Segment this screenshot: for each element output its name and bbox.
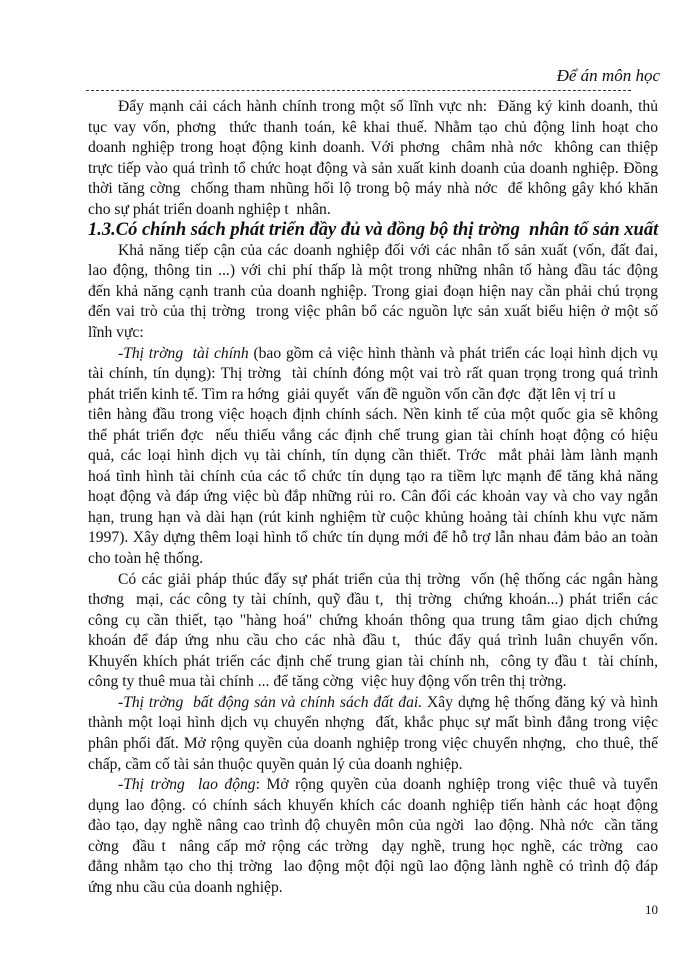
text-line	[88, 672, 658, 693]
text-line	[88, 755, 658, 776]
text-line	[88, 118, 658, 139]
text-line	[88, 549, 658, 570]
text-line	[88, 487, 658, 508]
line-text: doanh nghiệp trong hoạt động kinh doanh. Với phơng châm nhà nớc không can thiệp	[88, 139, 658, 157]
paragraph	[88, 344, 658, 570]
line-text: hoạt động và đáp ứng việc bù đắp những rủi ro. Cân đối các khoản vay và cho vay ngắn	[88, 488, 658, 506]
line-text: Đẩy mạnh cải cách hành chính trong một số lĩnh vực nh: Đăng ký kinh doanh, thủ	[118, 98, 658, 115]
line-text: phát triển kinh tế. Tìm ra hớng giải quyết vấn đề nguồn vốn cần đợc đặt lên vị trí u	[88, 385, 616, 403]
line-text: (bao gồm cả việc hình thành và phát triển các loại hình dịch vụ	[248, 344, 658, 362]
text-line	[88, 344, 658, 365]
text-line	[88, 220, 658, 241]
line-text: cho toàn hệ thống.	[88, 550, 204, 568]
text-line	[88, 528, 658, 549]
text-line	[88, 713, 658, 734]
line-text: đến vai trò của thị trờng trong việc phân bổ các nguồn lực sản xuất biểu hiện ở một số	[88, 303, 658, 321]
text-line	[88, 97, 658, 118]
text-line	[88, 282, 658, 303]
paragraph	[88, 570, 658, 693]
line-text: công ty thuê mua tài chính ... để tăng cờng việc huy động vốn trên thị trờng.	[88, 673, 567, 691]
line-text: Khả năng tiếp cận của các doanh nghiệp đối với các nhân tố sản xuất (vốn, đất đai,	[118, 241, 658, 259]
document-body	[88, 97, 658, 898]
text-line	[88, 796, 658, 817]
page-number: 10	[645, 902, 658, 917]
text-line	[88, 590, 658, 611]
text-line	[88, 364, 658, 385]
line-text: thể phát triển đợc nếu thiếu vắng các định chế trung gian tài chính hoạt động có hiệu	[88, 426, 658, 444]
paragraph	[88, 241, 658, 344]
text-line	[88, 611, 658, 632]
text-line	[88, 816, 658, 837]
line-text: phân phối đất. Mở rộng quyền của doanh nghiệp trong việc chuyển nhợng, cho thuê, thế	[88, 734, 658, 752]
paragraph	[88, 97, 658, 220]
line-text: ứng nhu cầu của doanh nghiệp.	[88, 878, 283, 896]
line-text: đến khả năng cạnh tranh của doanh nghiệp. Trong giai đoạn hiện nay cần phải chú trọng	[88, 282, 658, 300]
text-line	[88, 467, 658, 488]
line-text: tục vay vốn, phơng thức thanh toán, kê khai thuế. Nhằm tạo chủ động linh hoạt cho	[88, 118, 658, 136]
text-line	[88, 426, 658, 447]
italic-lead: -Thị trờng bất động sản và chính sách đất đai.	[118, 693, 423, 711]
line-text: tài chính, tín dụng): Thị trờng tài chính đóng một vai trò rất quan trọng trong quá trình	[88, 365, 658, 383]
text-line	[88, 570, 658, 591]
line-text: : Mở rộng quyền của doanh nghiệp trong việc thuê và tuyển	[255, 776, 658, 794]
line-text: công cụ cần thiết, tạo "hàng hoá" chứng khoán thông qua trung tâm giao dịch chứng	[88, 611, 658, 629]
line-text: đào tạo, dạy nghề nâng cao trình độ chuyên môn của ngời lao động. Nhà nớc cần tăng	[88, 817, 658, 835]
line-text: tiên hàng đầu trong việc hoạch định chính sách. Nền kinh tế của một quốc gia sẽ không	[88, 406, 658, 424]
line-text: hoá tình hình tài chính của các tổ chức tín dụng tạo ra tiềm lực mạnh để tăng khả năng	[88, 467, 658, 485]
line-text: thời tăng cờng chống tham nhũng hối lộ trong bộ máy nhà nớc để không gây khó khăn	[88, 180, 658, 198]
line-text: cho sự phát triển doanh nghiệp t nhân.	[88, 200, 331, 218]
line-text: thơng mại, các công ty tài chính, quỹ đầu t, thị trờng chứng khoán...) phát triển các	[88, 591, 658, 609]
line-text: thành một loại hình dịch vụ chuyển nhợng đất, khắc phục sự mất bình đẳng trong việc	[88, 714, 658, 732]
line-text: chấp, cầm cố tài sản thuộc quyền quản lý của doanh nghiệp.	[88, 755, 463, 773]
line-text: hạn, trung hạn và dài hạn (rút kinh nghiệm từ cuộc khủng hoảng tài chính khu vực năm	[88, 508, 658, 526]
text-line	[88, 652, 658, 673]
section-heading	[88, 220, 658, 241]
text-line	[88, 857, 658, 878]
text-line	[88, 159, 658, 180]
text-line	[88, 405, 658, 426]
document-header-title: Để án môn học	[556, 66, 660, 85]
text-line	[88, 631, 658, 652]
line-text: Có các giải pháp thúc đẩy sự phát triển của thị trờng vốn (hệ thống các ngân hàng	[118, 570, 658, 588]
text-line	[88, 385, 658, 406]
line-text: Khuyến khích phát triển các định chế trung gian tài chính nh, công ty đầu t tài chính,	[88, 652, 658, 670]
line-text: khoán để đáp ứng nhu cầu cho các nhà đầu t, thúc đẩy quá trình luân chuyển vốn.	[88, 632, 658, 650]
line-text: cờng đầu t nâng cấp mở rộng các trờng dạy nghề, trung học nghề, các trờng cao	[88, 837, 658, 855]
text-line	[88, 261, 658, 282]
text-line	[88, 734, 658, 755]
text-line	[88, 138, 658, 159]
paragraph	[88, 693, 658, 775]
text-line	[88, 775, 658, 796]
text-line	[88, 200, 658, 221]
text-line	[88, 446, 658, 467]
line-text: trực tiếp vào quá trình tổ chức hoạt động và sản xuất kinh doanh của doanh nghiệp. Đồng	[88, 159, 658, 177]
paragraph	[88, 775, 658, 898]
text-line	[88, 179, 658, 200]
line-text: lĩnh vực:	[88, 324, 144, 342]
line-text: lao động, thông tin ...) với chi phí thấp là một trong những nhân tố hàng đầu tác động	[88, 262, 658, 280]
text-line	[88, 878, 658, 899]
text-line	[88, 837, 658, 858]
text-line	[88, 693, 658, 714]
line-text: dụng lao động. có chính sách khuyến khích các doanh nghiệp tiến hành các hoạt động	[88, 796, 658, 814]
text-line	[88, 241, 658, 262]
line-text: 1.3.Có chính sách phát triển đầy đủ và đồng bộ thị trờng nhân tố sản xuất	[88, 220, 659, 241]
line-text: 1997). Xây dựng thêm loại hình tổ chức tín dụng mới để hỗ trợ lẫn nhau đảm bảo an toàn	[88, 529, 658, 547]
text-line	[88, 302, 658, 323]
text-line	[88, 323, 658, 344]
line-text: quả, các loại hình dịch vụ tài chính, tín dụng cần thiết. Trớc mắt phải làm lành mạnh	[88, 447, 658, 465]
header-divider	[86, 90, 631, 91]
italic-lead: -Thị trờng tài chính	[118, 344, 249, 362]
line-text: đẳng nhằm tạo cho thị trờng lao động một đội ngũ lao động lành nghề có trình độ đáp	[88, 858, 658, 876]
line-text: Xây dựng hệ thống đăng ký và hình	[422, 693, 658, 711]
italic-lead: -Thị trờng lao động	[118, 776, 256, 794]
text-line	[88, 508, 658, 529]
